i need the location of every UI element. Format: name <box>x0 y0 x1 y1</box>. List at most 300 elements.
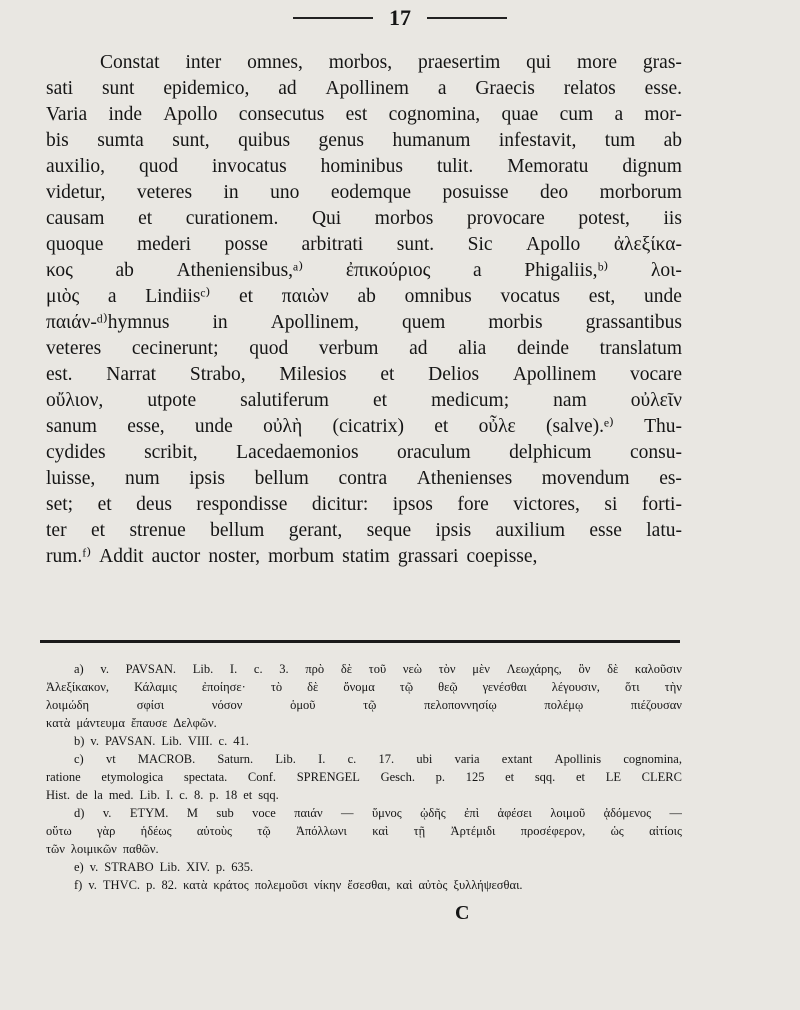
word: Memoratu <box>507 156 589 177</box>
word: Addit <box>99 546 144 567</box>
footnote-word: de <box>75 788 88 802</box>
footnote-word: ὡς <box>610 824 624 838</box>
footnote-word: ᾀδόμενος <box>603 806 652 820</box>
footnote-word: VIII. <box>187 734 213 748</box>
word: cognomina, <box>388 104 481 125</box>
word: bellum <box>210 520 265 541</box>
footnote-word: I. <box>165 788 174 802</box>
footnote-word: ὕμνος <box>371 806 402 820</box>
word: Strabo, <box>189 364 246 385</box>
word: si <box>604 494 618 515</box>
footnote-word: M <box>186 806 198 820</box>
word: est, <box>588 286 616 307</box>
footnote-word: ETYM. <box>129 806 169 820</box>
footnote-word: 17. <box>378 752 395 766</box>
word: unde <box>643 286 682 307</box>
word: λοι- <box>650 260 682 281</box>
footnote-word: Ἀλεξίκακον, <box>46 680 110 694</box>
footnote-word: πρὸ <box>305 662 325 676</box>
word: gras- <box>642 52 682 73</box>
footnote-word: γενέσθαι <box>482 680 527 694</box>
footnote-word: c. <box>253 662 263 676</box>
word: auxilio, <box>46 156 106 177</box>
word: set; <box>46 494 74 515</box>
footnote-word: varia <box>454 752 480 766</box>
footnote-word: voce <box>252 806 276 820</box>
footnote-word: αὐτὸς <box>418 878 448 892</box>
footnote-word: κράτος <box>213 878 249 892</box>
footnote-word: 8. <box>193 788 204 802</box>
word: veteres <box>46 338 102 359</box>
footnote-word: προσέφερον, <box>520 824 586 838</box>
text-line <box>46 362 682 388</box>
text-line <box>46 492 682 518</box>
word: sunt. <box>396 234 435 255</box>
footnote-word: Hist. <box>46 788 70 802</box>
word: utpote <box>147 390 197 411</box>
word: num <box>124 468 160 489</box>
word: ipsos <box>392 494 433 515</box>
footnote-word: κατὰ <box>183 878 208 892</box>
footnote-word: — <box>341 806 354 820</box>
footnote-word: μάντευμα <box>76 716 125 730</box>
word: eodemque <box>330 182 411 203</box>
footnote-word: ubi <box>416 752 433 766</box>
footnote <box>46 660 682 732</box>
word: hominibus <box>320 156 403 177</box>
word: veteres <box>136 182 193 203</box>
footnote-word: b) <box>74 734 85 748</box>
word: quod <box>139 156 178 177</box>
word: deus <box>136 494 172 515</box>
footnote-word: Conf. <box>247 770 277 784</box>
footnote-word: MACROB. <box>137 752 196 766</box>
word: a <box>107 286 117 307</box>
text-line <box>46 180 682 206</box>
word: rum.ᶠ⁾ <box>46 546 92 567</box>
text-line <box>46 232 682 258</box>
word: inde <box>108 104 143 125</box>
footnote <box>46 750 682 804</box>
word: causam <box>46 208 105 229</box>
word: quoque <box>46 234 104 255</box>
word: Atheniensibus,ᵃ⁾ <box>176 260 304 281</box>
footnote-word: c. <box>347 752 357 766</box>
footnote-word: ἔπαυσε <box>130 716 168 730</box>
word: provocare <box>466 208 545 229</box>
text-line <box>46 518 682 544</box>
main-text <box>46 50 682 570</box>
footnote-word: Λεωχάρης, <box>506 662 562 676</box>
word: forti- <box>641 494 682 515</box>
word: omnes, <box>247 52 303 73</box>
footnote-word: LE <box>605 770 621 784</box>
footnote-word: νεὼ <box>402 662 422 676</box>
footnote-word: λοιμώδη <box>46 698 90 712</box>
footnote-word: XIV. <box>186 860 210 874</box>
word: Apollinem <box>512 364 597 385</box>
word: quibus <box>238 130 291 151</box>
word: ipsis <box>189 468 226 489</box>
word: ter <box>46 520 67 541</box>
footnote-word: καλοῦσιν <box>634 662 682 676</box>
word: sanum <box>46 416 97 437</box>
word: quod <box>249 338 289 359</box>
footnote-word: Gesch. <box>380 770 415 784</box>
footnote-word: τῷ <box>363 698 377 712</box>
footnote-word: v. <box>100 662 109 676</box>
footnote-word: δὲ <box>307 680 319 694</box>
word: quae <box>501 104 539 125</box>
word: latu- <box>646 520 682 541</box>
word: esse. <box>644 78 682 99</box>
footnote <box>46 858 682 876</box>
word: victores, <box>513 494 580 515</box>
footnote-word: cognomina, <box>623 752 682 766</box>
footnotes <box>46 660 682 894</box>
word: noster, <box>208 546 261 567</box>
footnote-word: ἡδέως <box>140 824 172 838</box>
word: Apollo <box>163 104 218 125</box>
footnote-word: οὕτω <box>46 824 72 838</box>
footnote-line <box>46 822 682 840</box>
text-line <box>46 466 682 492</box>
word: Qui <box>311 208 342 229</box>
header-rule-left <box>293 17 373 19</box>
footnote-word: PAVSAN. <box>105 734 156 748</box>
footnote-word: σφίσι <box>136 698 165 712</box>
word: Thu- <box>644 416 682 437</box>
word: a <box>437 78 447 99</box>
footnote-word: PAVSAN. <box>125 662 177 676</box>
word: ipsis <box>435 520 472 541</box>
word: mederi <box>136 234 192 255</box>
footnote-word: μὲν <box>472 662 490 676</box>
footnote-word: e) <box>74 860 84 874</box>
footnote-word: αὐτοὺς <box>196 824 233 838</box>
footnote-word: δὲ <box>340 662 352 676</box>
word: ad <box>278 78 297 99</box>
word: nam <box>553 390 587 411</box>
word: epidemico, <box>163 78 250 99</box>
text-line <box>46 336 682 362</box>
text-line <box>46 414 682 440</box>
word: posuisse <box>442 182 509 203</box>
word: deo <box>540 182 569 203</box>
footnote-word: πολέμῳ <box>544 698 584 712</box>
footnote-word: ὁμοῦ <box>290 698 316 712</box>
word: (salve).ᵉ⁾ <box>546 416 614 437</box>
word: praesertim <box>418 52 501 73</box>
word: delphicum <box>509 442 592 463</box>
word: genus <box>318 130 365 151</box>
footnote-line <box>46 804 682 822</box>
text-line <box>46 206 682 232</box>
footnote-word: ἐπὶ <box>464 806 480 820</box>
word: οὐλεῖν <box>630 390 682 411</box>
footnote-word: Lib. <box>161 734 182 748</box>
word: παιάν-ᵈ⁾hymnus <box>46 312 170 333</box>
footnote-divider <box>40 640 680 643</box>
footnote-word: p. <box>146 878 156 892</box>
word: statim <box>342 546 390 567</box>
word: a <box>614 104 624 125</box>
footnote-word: c. <box>218 734 228 748</box>
footnote-word: sub <box>216 806 234 820</box>
word: dicitur: <box>311 494 369 515</box>
word: Constat <box>100 52 160 73</box>
word: Sic <box>467 234 493 255</box>
footnote-word: STRABO <box>104 860 154 874</box>
footnote-word: THVC. <box>102 878 141 892</box>
footnote-word: πελοποννησίῳ <box>424 698 497 712</box>
word: ad <box>409 338 428 359</box>
word: morborum <box>599 182 682 203</box>
word: est <box>345 104 368 125</box>
word: alia <box>458 338 487 359</box>
word: et <box>373 390 388 411</box>
word: luisse, <box>46 468 96 489</box>
word: bis <box>46 130 69 151</box>
footnote-word: vt <box>105 752 116 766</box>
footnote-word: πιέζουσαν <box>630 698 682 712</box>
text-line <box>46 440 682 466</box>
word: Apollinem <box>325 78 409 99</box>
word: contra <box>338 468 388 489</box>
footnote-line <box>46 732 682 750</box>
word: morbum <box>268 546 335 567</box>
word: cecinerunt; <box>131 338 219 359</box>
footnote-word: Ἀπόλλωνι <box>295 824 347 838</box>
footnote-word: 635. <box>231 860 254 874</box>
word: vocare <box>630 364 682 385</box>
footnote-line <box>46 750 682 768</box>
footnote-word: παθῶν. <box>122 842 159 856</box>
word: ἐπικούριος <box>345 260 431 281</box>
footnote-word: a) <box>74 662 84 676</box>
word: videtur, <box>46 182 106 203</box>
word: fore <box>457 494 489 515</box>
word: auctor <box>151 546 201 567</box>
footnote-word: Ἀρτέμιδι <box>450 824 496 838</box>
text-line <box>46 50 682 76</box>
word: sati <box>46 78 74 99</box>
footnote <box>46 876 682 894</box>
footnote-word: νόσον <box>211 698 243 712</box>
footnote-word: πολεμοῦσι <box>254 878 308 892</box>
footnote-word: κατὰ <box>46 716 71 730</box>
footnote-word: ἐποίησε· <box>201 680 246 694</box>
word: morbos, <box>328 52 393 73</box>
word: consu- <box>629 442 682 463</box>
word: translatum <box>599 338 682 359</box>
text-line <box>46 284 682 310</box>
footnote-word: παιάν <box>294 806 323 820</box>
footnote-word: Saturn. <box>217 752 254 766</box>
word: Milesios <box>279 364 347 385</box>
word: κος <box>46 260 73 281</box>
word: in <box>223 182 239 203</box>
word: medicum; <box>431 390 510 411</box>
footnote <box>46 804 682 858</box>
footnote-word: Lib. <box>139 788 160 802</box>
footnote-line <box>46 858 682 876</box>
footnote-word: τὸν <box>438 662 456 676</box>
word: οὖλε <box>478 416 516 437</box>
word: vocatus <box>500 286 561 307</box>
word: ab <box>357 286 376 307</box>
footnote-line <box>46 696 682 714</box>
footnote-word: ᾠδῆς <box>420 806 446 820</box>
word: relatos <box>563 78 616 99</box>
text-line <box>46 310 682 336</box>
word: sunt <box>101 78 135 99</box>
footnote-word: τὸ <box>270 680 283 694</box>
word: grassantibus <box>585 312 682 333</box>
word: et <box>380 364 395 385</box>
word: potest, <box>578 208 630 229</box>
word: morbos <box>374 208 434 229</box>
footnote-word: Apollinis <box>554 752 602 766</box>
word: Delios <box>428 364 480 385</box>
footnote-word: sqq. <box>534 770 556 784</box>
footnote-word: 125 <box>465 770 485 784</box>
word: esse, <box>127 416 165 437</box>
word: omnibus <box>404 286 472 307</box>
page-header <box>0 4 800 32</box>
word: est. <box>46 364 73 385</box>
word: respondisse <box>196 494 288 515</box>
word: sumta <box>97 130 144 151</box>
word: arbitrati <box>301 234 364 255</box>
word: cydides <box>46 442 106 463</box>
footnote-word: 41. <box>233 734 249 748</box>
footnote-word: λέγουσιν, <box>551 680 600 694</box>
footnote-word: f) <box>74 878 83 892</box>
word: Apollinem, <box>270 312 359 333</box>
text-line <box>46 388 682 414</box>
footnote-word: ξυλλήψεσθαι. <box>453 878 523 892</box>
word: gerant, <box>288 520 343 541</box>
word: tulit. <box>436 156 474 177</box>
footnote-word: d) <box>74 806 85 820</box>
footnote-word: γὰρ <box>97 824 116 838</box>
word: (cicatrix) <box>332 416 404 437</box>
word: grassari <box>397 546 459 567</box>
word: et <box>138 208 153 229</box>
footnote-word: et <box>243 788 253 802</box>
footnote-word: p. <box>435 770 446 784</box>
word: Narrat <box>106 364 157 385</box>
footnote-word: Δελφῶν. <box>173 716 217 730</box>
footnote-word: Κάλαμις <box>134 680 177 694</box>
footnote-word: v. <box>88 878 97 892</box>
footnote-word: 3. <box>279 662 289 676</box>
footnote-word: θεῷ <box>438 680 458 694</box>
word: invocatus <box>211 156 287 177</box>
word: Apollo <box>526 234 581 255</box>
footnote-word: Lib. <box>192 662 214 676</box>
footnote-word: τῶν <box>46 842 65 856</box>
footnote-word: Lib. <box>275 752 296 766</box>
footnote-line <box>46 840 682 858</box>
footnote-word: ὃν <box>578 662 591 676</box>
word: sunt, <box>172 130 210 151</box>
footnote-word: δὲ <box>607 662 619 676</box>
header-rule-right <box>427 17 507 19</box>
word: posse <box>224 234 268 255</box>
footnote-word: I. <box>229 662 238 676</box>
footnote-word: αἰτίοις <box>649 824 682 838</box>
word: Lacedaemonios <box>236 442 359 463</box>
word: quem <box>402 312 446 333</box>
word: strenue <box>129 520 186 541</box>
footnote-word: et <box>575 770 586 784</box>
footnote-word: τὴν <box>664 680 682 694</box>
word: consecutus <box>238 104 325 125</box>
footnote-word: v. <box>90 734 99 748</box>
footnote-word: c) <box>74 752 84 766</box>
word: seque <box>366 520 412 541</box>
footnote-line <box>46 660 682 678</box>
footnote-word: la <box>93 788 103 802</box>
footnote-word: ratione <box>46 770 81 784</box>
word: more <box>576 52 618 73</box>
word: uno <box>270 182 300 203</box>
footnote-word: p. <box>215 860 226 874</box>
word: iis <box>663 208 682 229</box>
footnote-word: λοιμοῦ <box>550 806 586 820</box>
word: παιὼν <box>281 286 329 307</box>
footnote-word: I. <box>318 752 326 766</box>
footnote-word: τοῦ <box>368 662 387 676</box>
footnote-word: sqq. <box>258 788 279 802</box>
footnote-word: ἀφέσει <box>497 806 532 820</box>
footnote-line <box>46 678 682 696</box>
footnote-line <box>46 714 682 732</box>
word: curationem. <box>185 208 279 229</box>
word: οὔλιον, <box>46 390 104 411</box>
word: ab <box>115 260 134 281</box>
word: unde <box>194 416 233 437</box>
word: et <box>90 520 106 541</box>
word: Athenienses <box>416 468 513 489</box>
footnote-word: ὄνομα <box>343 680 375 694</box>
text-line <box>46 128 682 154</box>
word: in <box>212 312 228 333</box>
word: movendum <box>541 468 630 489</box>
word: Varia <box>46 104 88 125</box>
word: inter <box>185 52 222 73</box>
word: μιὸς <box>46 286 80 307</box>
footnote-word: Lib. <box>159 860 181 874</box>
footnote-word: καὶ <box>396 878 413 892</box>
footnote-line <box>46 876 682 894</box>
word: humanum <box>392 130 471 151</box>
word: et <box>97 494 112 515</box>
word: ab <box>663 130 682 151</box>
text-line <box>46 76 682 102</box>
footnote-word: v. <box>89 860 99 874</box>
footnote-word: 18 <box>224 788 238 802</box>
footnote-word: 82. <box>161 878 178 892</box>
footnote-word: CLERC <box>641 770 682 784</box>
word: et <box>434 416 449 437</box>
footnote-word: SPRENGEL <box>296 770 360 784</box>
footnote-word: τῇ <box>413 824 426 838</box>
word: deinde <box>517 338 569 359</box>
word: Lindiisᶜ⁾ <box>145 286 211 307</box>
